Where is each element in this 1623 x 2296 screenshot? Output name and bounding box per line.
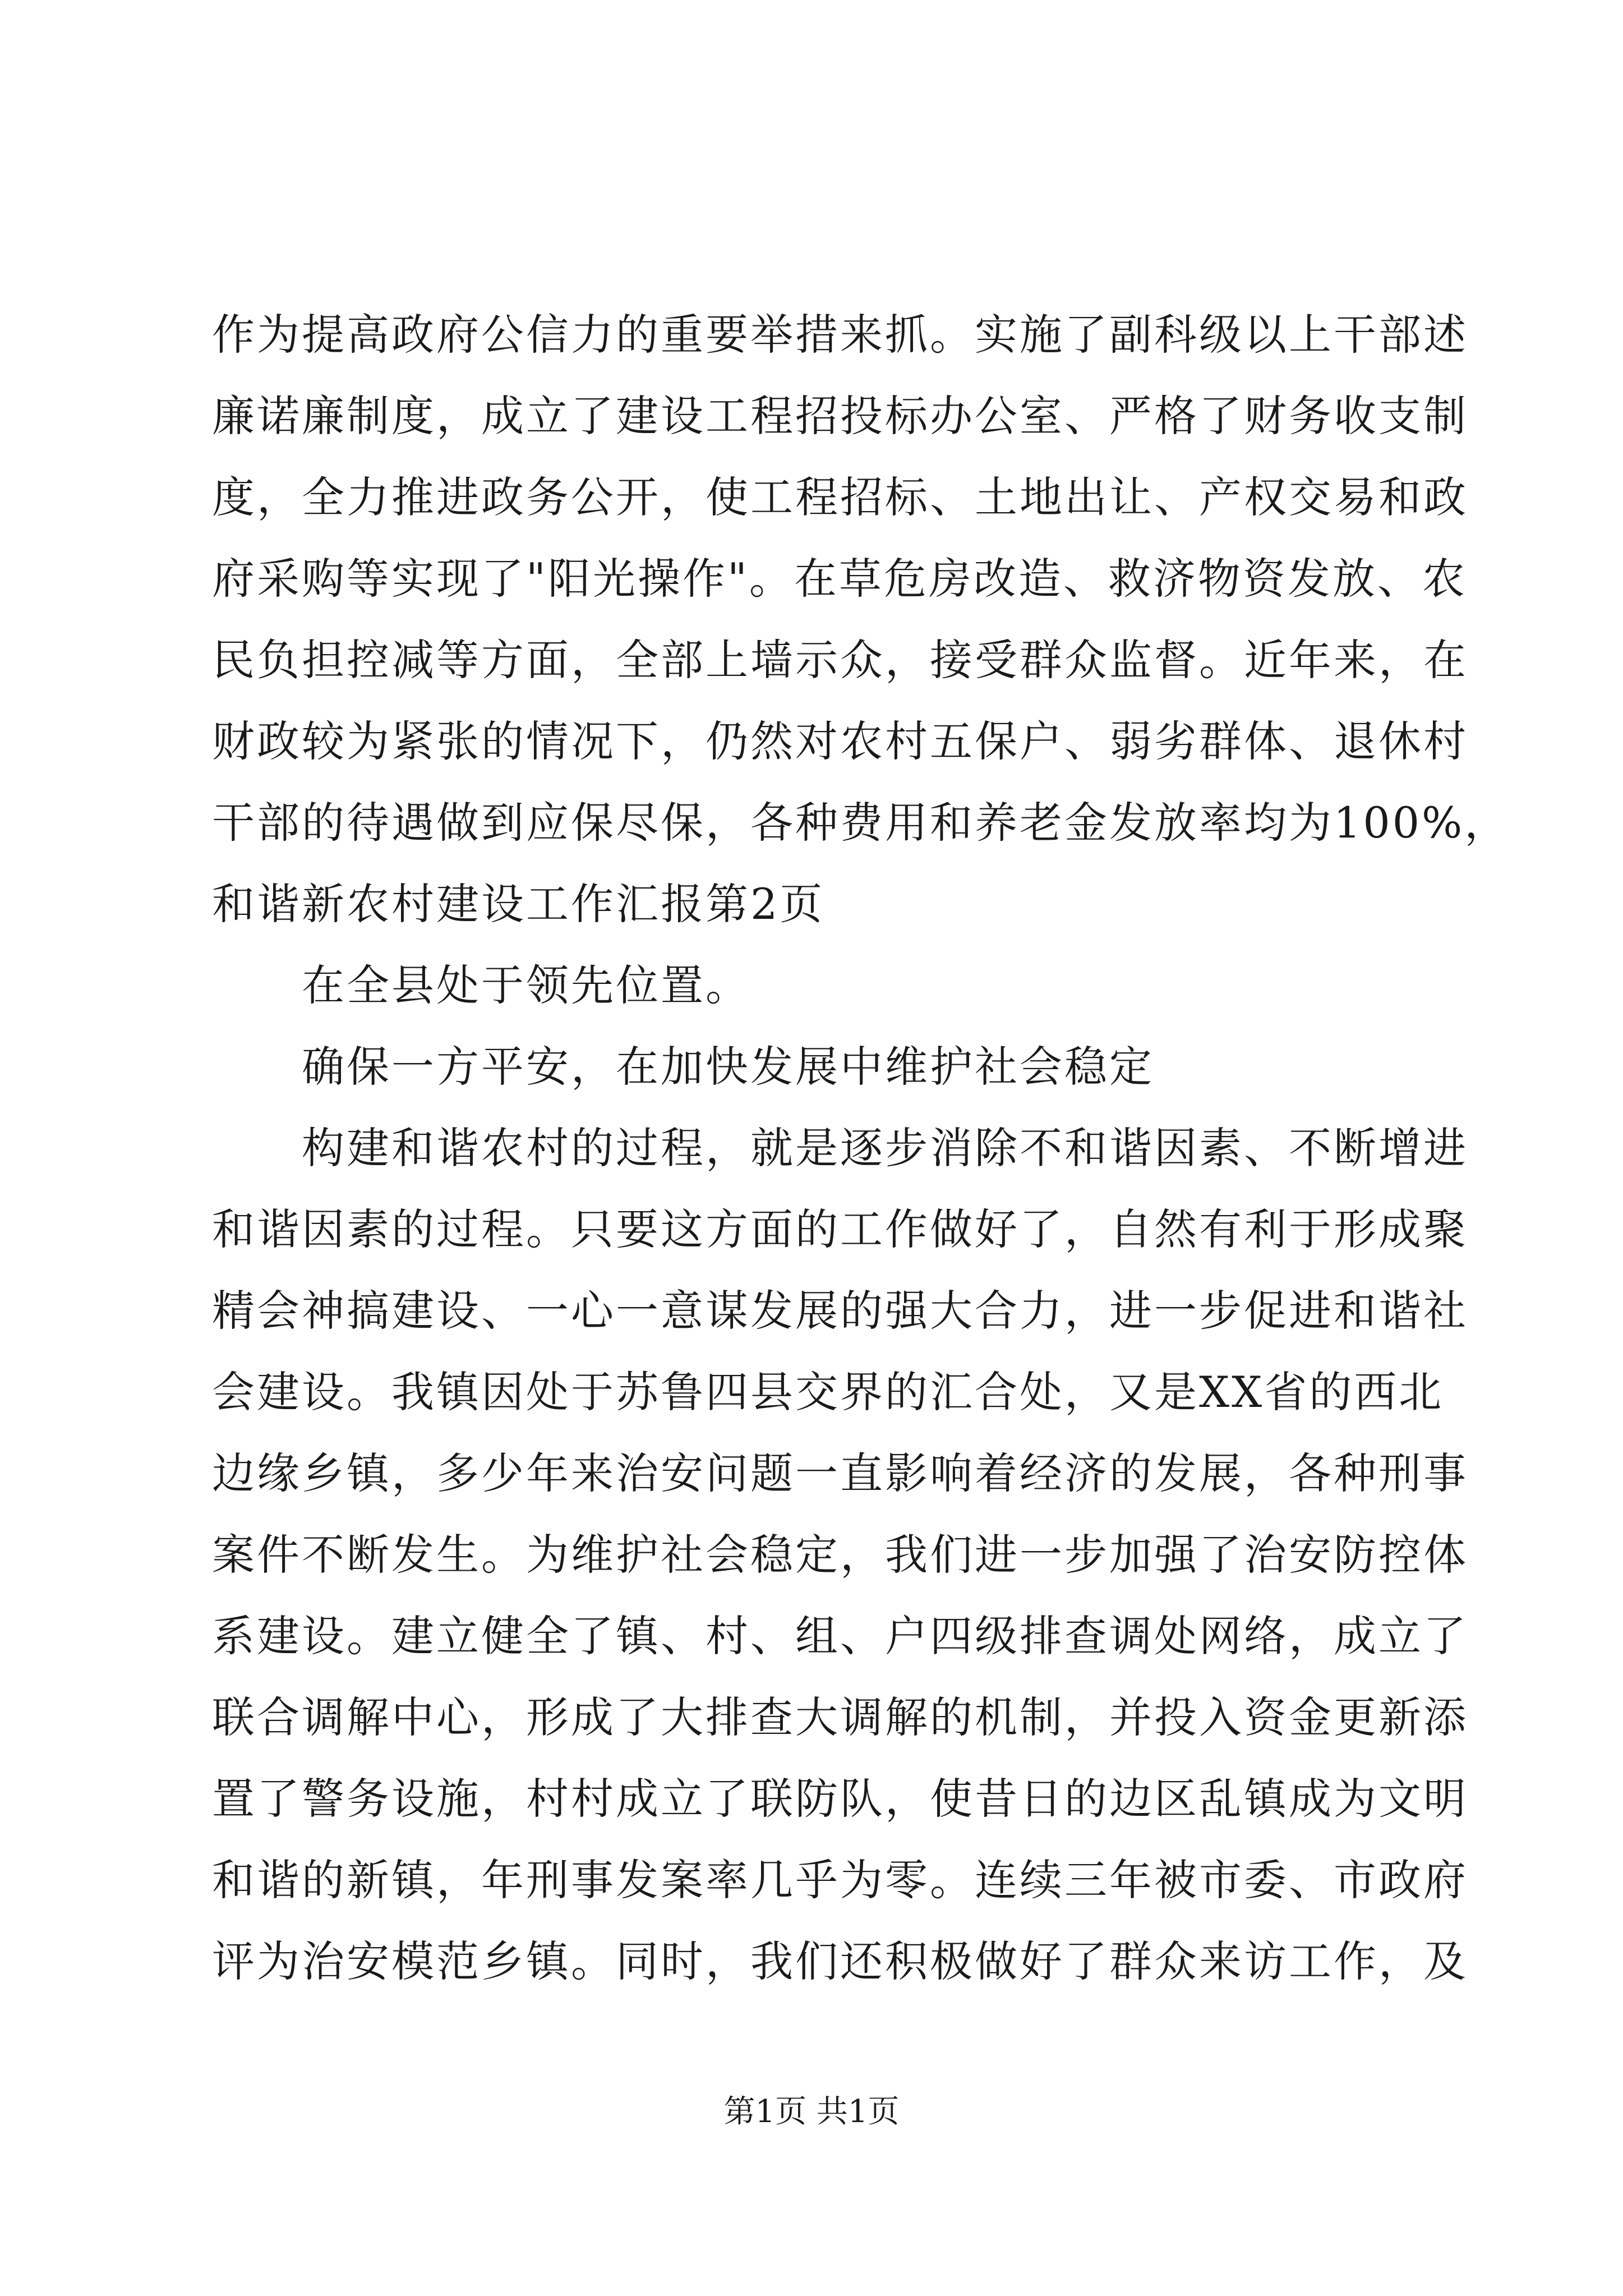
text-line: 会建设。我镇因处于苏鲁四县交界的汇合处，又是XX省的西北 bbox=[212, 1367, 1444, 1417]
text-line: 系建设。建立健全了镇、村、组、户四级排查调处网络，成立了 bbox=[212, 1611, 1468, 1661]
text-line: 度，全力推进政务公开，使工程招标、土地出让、产权交易和政 bbox=[212, 472, 1468, 522]
text-line: 案件不断发生。为维护社会稳定，我们进一步加强了治安防控体 bbox=[212, 1530, 1468, 1580]
text-line: 民负担控减等方面，全部上墙示众，接受群众监督。近年来，在 bbox=[212, 635, 1468, 685]
text-line: 和谐的新镇，年刑事发案率几乎为零。连续三年被市委、市政府 bbox=[212, 1855, 1468, 1905]
text-line: 置了警务设施，村村成立了联防队，使昔日的边区乱镇成为文明 bbox=[212, 1774, 1468, 1824]
text-line: 干部的待遇做到应保尽保，各种费用和养老金发放率均为100%， bbox=[212, 798, 1510, 848]
document-body bbox=[212, 294, 1510, 2002]
text-line: 评为治安模范乡镇。同时，我们还积极做好了群众来访工作，及 bbox=[212, 1936, 1468, 1986]
text-line: 作为提高政府公信力的重要举措来抓。实施了副科级以上干部述 bbox=[212, 310, 1468, 360]
text-line: 构建和谐农村的过程，就是逐步消除不和谐因素、不断增进 bbox=[302, 1123, 1468, 1173]
text-line: 廉诺廉制度，成立了建设工程招投标办公室、严格了财务收支制 bbox=[212, 391, 1468, 441]
text-line: 边缘乡镇，多少年来治安问题一直影响着经济的发展，各种刑事 bbox=[212, 1448, 1468, 1498]
text-line: 联合调解中心，形成了大排查大调解的机制，并投入资金更新添 bbox=[212, 1692, 1468, 1742]
text-line: 财政较为紧张的情况下，仍然对农村五保户、弱劣群体、退休村 bbox=[212, 716, 1468, 766]
page-number-indicator: 第1页 共1页 bbox=[723, 2093, 900, 2130]
text-line: 和谐新农村建设工作汇报第2页 bbox=[212, 879, 825, 929]
page-footer bbox=[0, 2092, 1623, 2132]
text-line: 和谐因素的过程。只要这方面的工作做好了，自然有利于形成聚 bbox=[212, 1204, 1468, 1254]
text-line: 精会神搞建设、一心一意谋发展的强大合力，进一步促进和谐社 bbox=[212, 1286, 1468, 1336]
text-line: 在全县处于领先位置。 bbox=[302, 960, 750, 1010]
text-line: 确保一方平安，在加快发展中维护社会稳定 bbox=[302, 1042, 1154, 1092]
text-line: 府采购等实现了"阳光操作"。在草危房改造、救济物资发放、农 bbox=[212, 554, 1467, 604]
